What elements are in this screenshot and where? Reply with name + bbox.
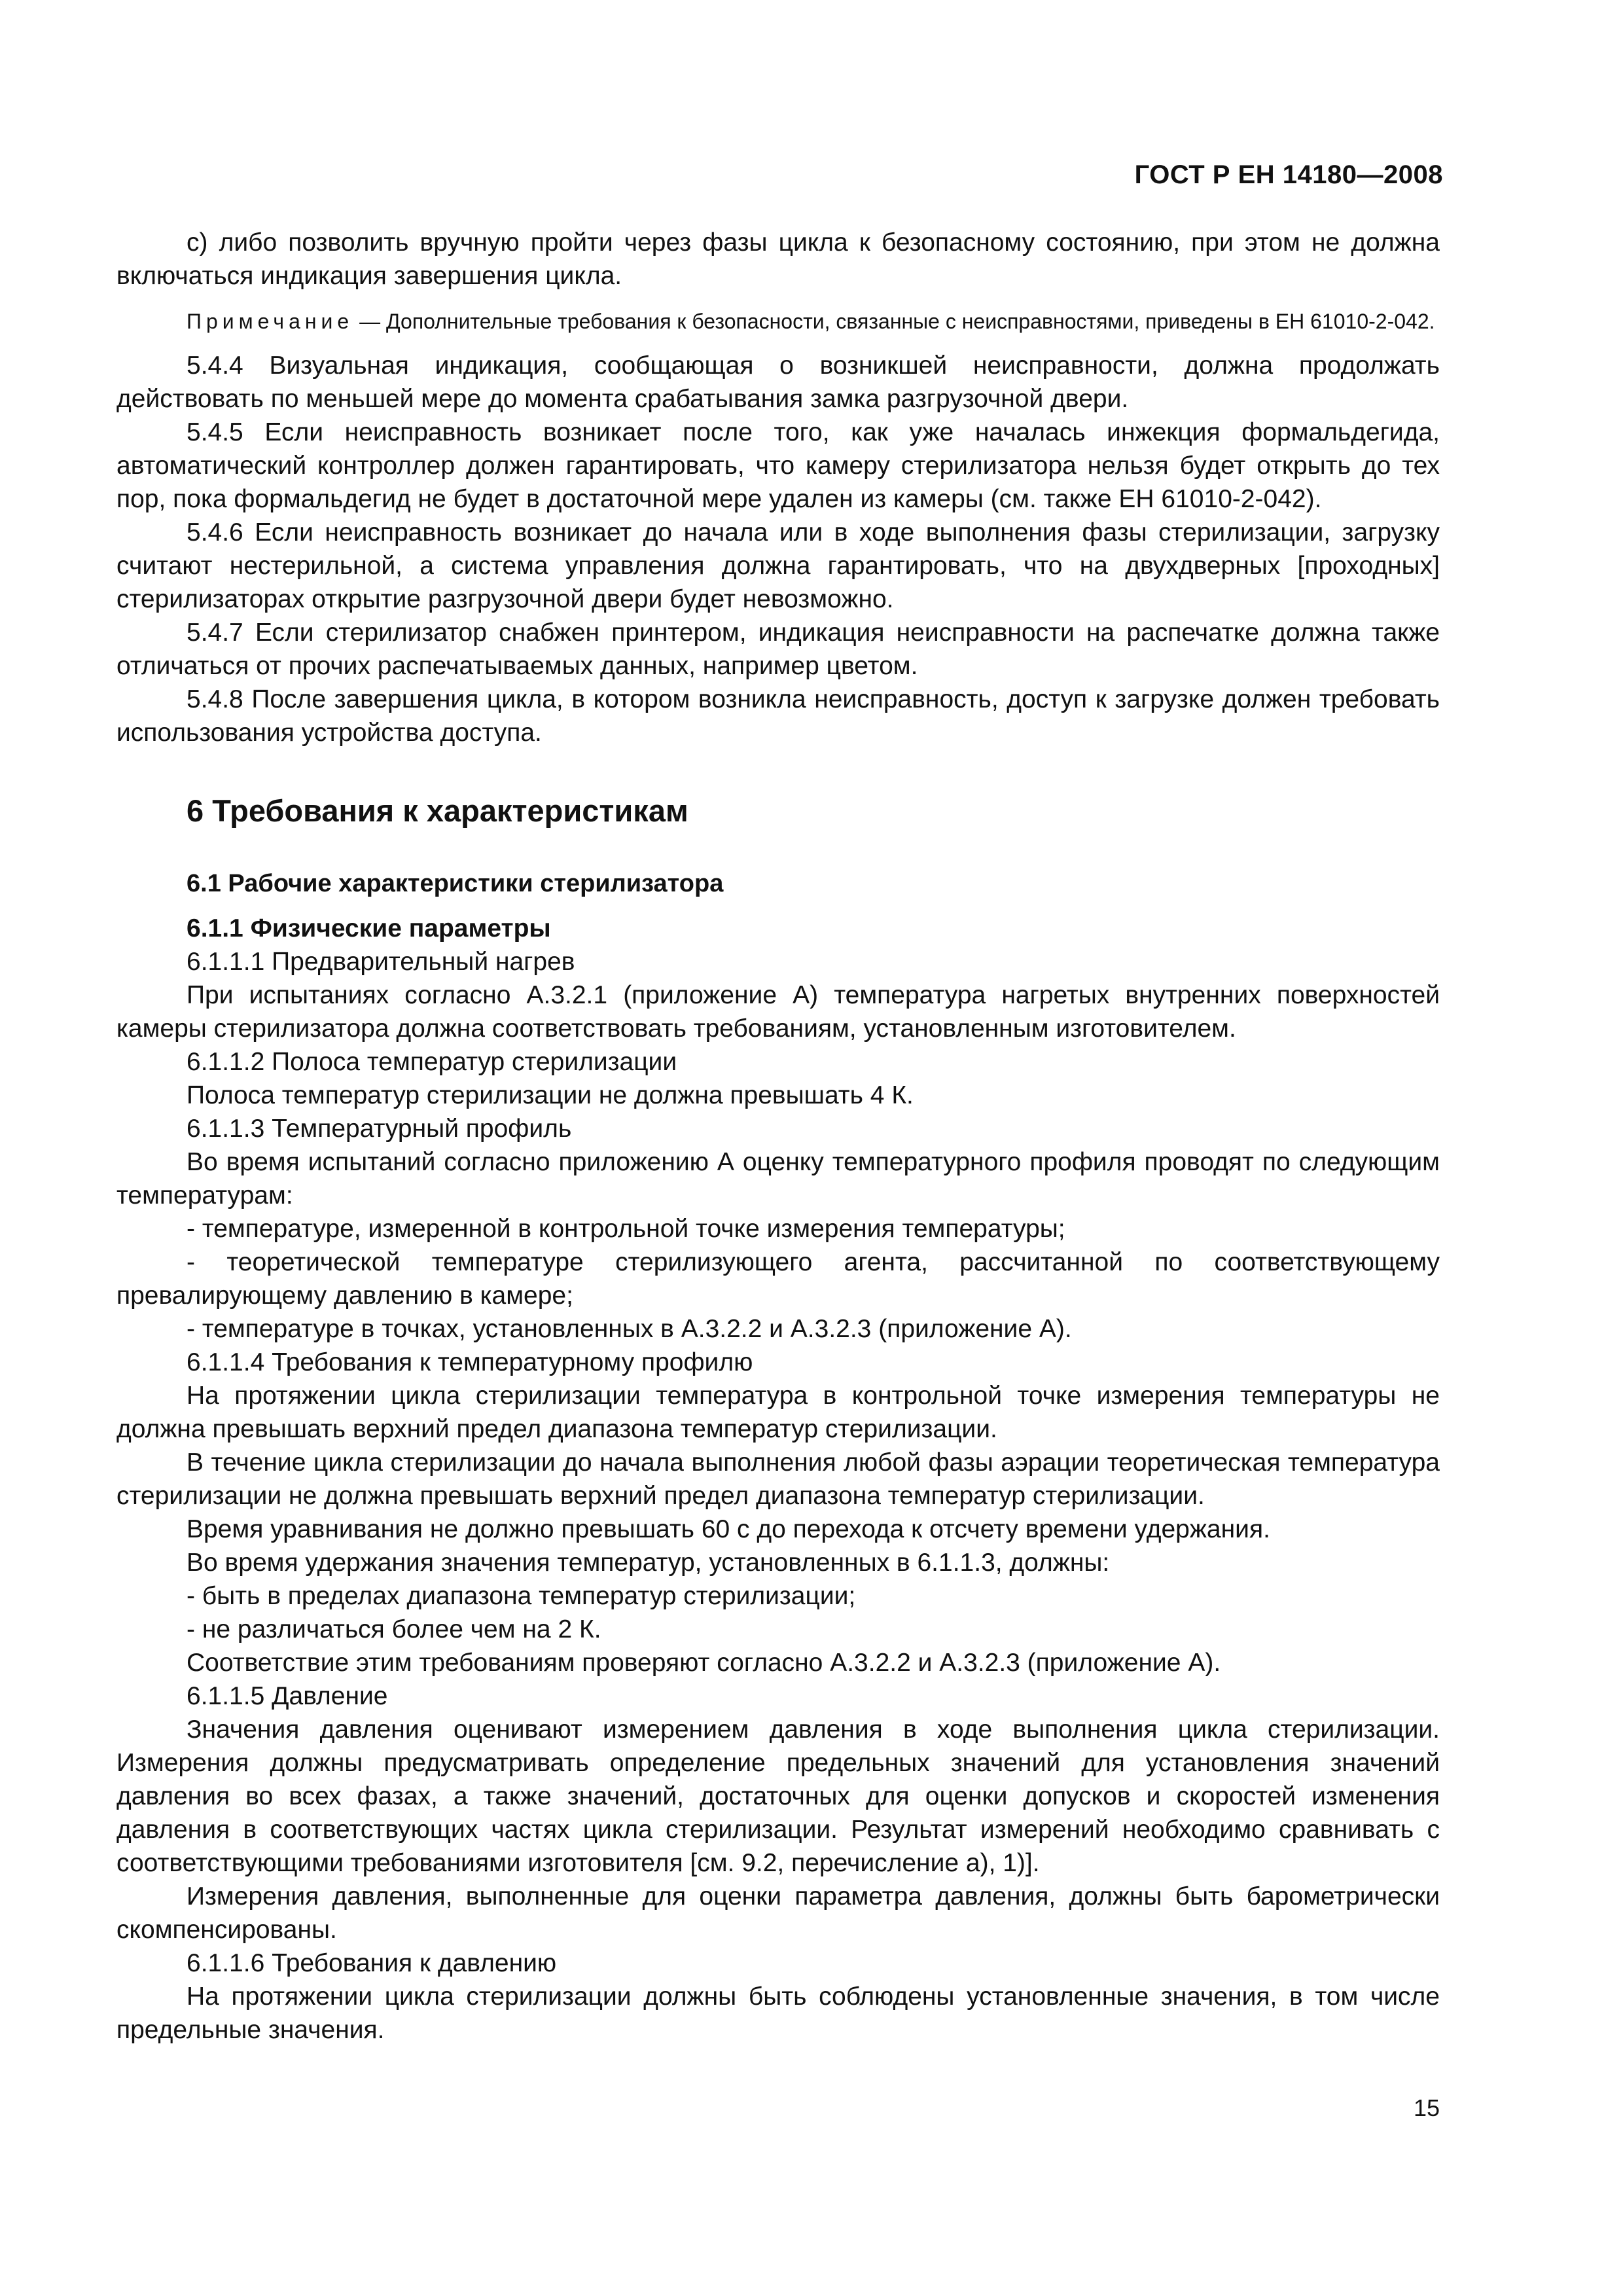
clause-text-6-1-1-6: На протяжении цикла стерилизации должны быть соблюдены установленные значения, в том числе предельные значения. <box>116 1982 1440 2044</box>
clause-title-6-1-1-1: 6.1.1.1 Предварительный нагрев <box>187 948 575 976</box>
clause-title-6-1-1-2: 6.1.1.2 Полоса температур стерилизации <box>187 1048 677 1076</box>
paragraph-5-4-4: 5.4.4 Визуальная индикация, сообщающая о возникшей неисправности, должна продолжать действовать по меньшей мере до момента срабатывания замка разгрузочной двери. <box>116 351 1440 413</box>
note-paragraph <box>116 307 1440 336</box>
paragraph-5-4-8: 5.4.8 После завершения цикла, в котором возникла неисправность, доступ к загрузке должен требовать использования устройства доступа. <box>116 685 1440 747</box>
clause-text-6-1-1-4-d: Во время удержания значения температур, установленных в 6.1.1.3, должны: <box>187 1549 1110 1577</box>
clause-title-6-1-1-5: 6.1.1.5 Давление <box>187 1682 388 1710</box>
paragraph-5-4-7: 5.4.7 Если стерилизатор снабжен принтером, индикация неисправности на распечатке должна также отличаться от прочих распечатываемых данных, например цветом. <box>116 619 1440 680</box>
clause-text-6-1-1-3: Во время испытаний согласно приложению А оценку температурного профиля проводят по следующим температурам: <box>116 1148 1440 1210</box>
clause-text-6-1-1-4-e: Соответствие этим требованиям проверяют согласно А.3.2.2 и А.3.2.3 (приложение А). <box>187 1649 1221 1677</box>
list-item: - быть в пределах диапазона температур стерилизации; <box>187 1582 856 1610</box>
clause-text-6-1-1-2: Полоса температур стерилизации не должна превышать 4 К. <box>187 1081 914 1109</box>
clause-title-6-1-1-6: 6.1.1.6 Требования к давлению <box>187 1949 557 1977</box>
clause-text-6-1-1-5-b: Измерения давления, выполненные для оценки параметра давления, должны быть барометрически скомпенсированы. <box>116 1882 1440 1944</box>
list-item: - температуре, измеренной в контрольной точке измерения температуры; <box>187 1215 1065 1243</box>
list-item: - не различаться более чем на 2 К. <box>187 1615 601 1643</box>
clause-text-6-1-1-4-a: На протяжении цикла стерилизации температура в контрольной точке измерения температуры не должна превышать верхний предел диапазона температур стерилизации. <box>116 1382 1440 1443</box>
paragraph-5-4-6: 5.4.6 Если неисправность возникает до начала или в ходе выполнения фазы стерилизации, загрузку считают нестерильной, а система управления должна гарантировать, что на двухдверных [проходных] стерилизаторах открытие разгрузочной двери будет невозможно. <box>116 518 1440 613</box>
document-code-header: ГОСТ Р ЕН 14180—2008 <box>1134 160 1443 189</box>
paragraph-5-4-5: 5.4.5 Если неисправность возникает после того, как уже началась инжекция формальдегида, автоматический контроллер должен гарантировать, что камеру стерилизатора нельзя будет открыть до тех пор, пока формальдегид не будет в достаточной мере удален из камеры (см. также ЕН 61010-2-042). <box>116 418 1440 513</box>
list-item: - теоретической температуре стерилизующего агента, рассчитанной по соответствующему превалирующему давлению в камере; <box>116 1248 1440 1310</box>
clause-text-6-1-1-4-c: Время уравнивания не должно превышать 60 с до перехода к отсчету времени удержания. <box>187 1515 1270 1543</box>
list-item: - температуре в точках, установленных в А.3.2.2 и А.3.2.3 (приложение А). <box>187 1315 1072 1343</box>
subsection-heading-6-1: 6.1 Рабочие характеристики стерилизатора <box>187 870 724 897</box>
note-text: — Дополнительные требования к безопасности, связанные с неисправностями, приведены в ЕН 61010-2-042. <box>353 310 1435 333</box>
clause-text-6-1-1-4-b: В течение цикла стерилизации до начала выполнения любой фазы аэрации теоретическая температура стерилизации не должна превышать верхний предел диапазона температур стерилизации. <box>116 1448 1440 1510</box>
note-label: Примечание <box>187 310 354 333</box>
document-body <box>116 226 1440 2047</box>
section-heading-6: 6 Требования к характеристикам <box>187 793 688 828</box>
clause-title-6-1-1-3: 6.1.1.3 Температурный профиль <box>187 1115 572 1143</box>
clause-title-6-1-1-4: 6.1.1.4 Требования к температурному профилю <box>187 1348 753 1376</box>
paragraph-item-c: c) либо позволить вручную пройти через фазы цикла к безопасному состоянию, при этом не должна включаться индикация завершения цикла. <box>116 228 1440 290</box>
page-number: 15 <box>1413 2094 1440 2121</box>
clause-text-6-1-1-5-a: Значения давления оценивают измерением давления в ходе выполнения цикла стерилизации. Измерения должны предусматривать определение предельных значений для установления значений давления во всех фазах, а также значений, достаточных для оценки допусков и скоростей изменения давления в соответствующих частях цикла стерилизации. Результат измерений необходимо сравнивать с соответствующими требованиями изготовителя [см. 9.2, перечисление а), 1)]. <box>116 1715 1440 1877</box>
clause-text-6-1-1-1: При испытаниях согласно А.3.2.1 (приложение А) температура нагретых внутренних поверхностей камеры стерилизатора должна соответствовать требованиям, установленным изготовителем. <box>116 981 1440 1043</box>
subsection-heading-6-1-1: 6.1.1 Физические параметры <box>187 914 551 942</box>
